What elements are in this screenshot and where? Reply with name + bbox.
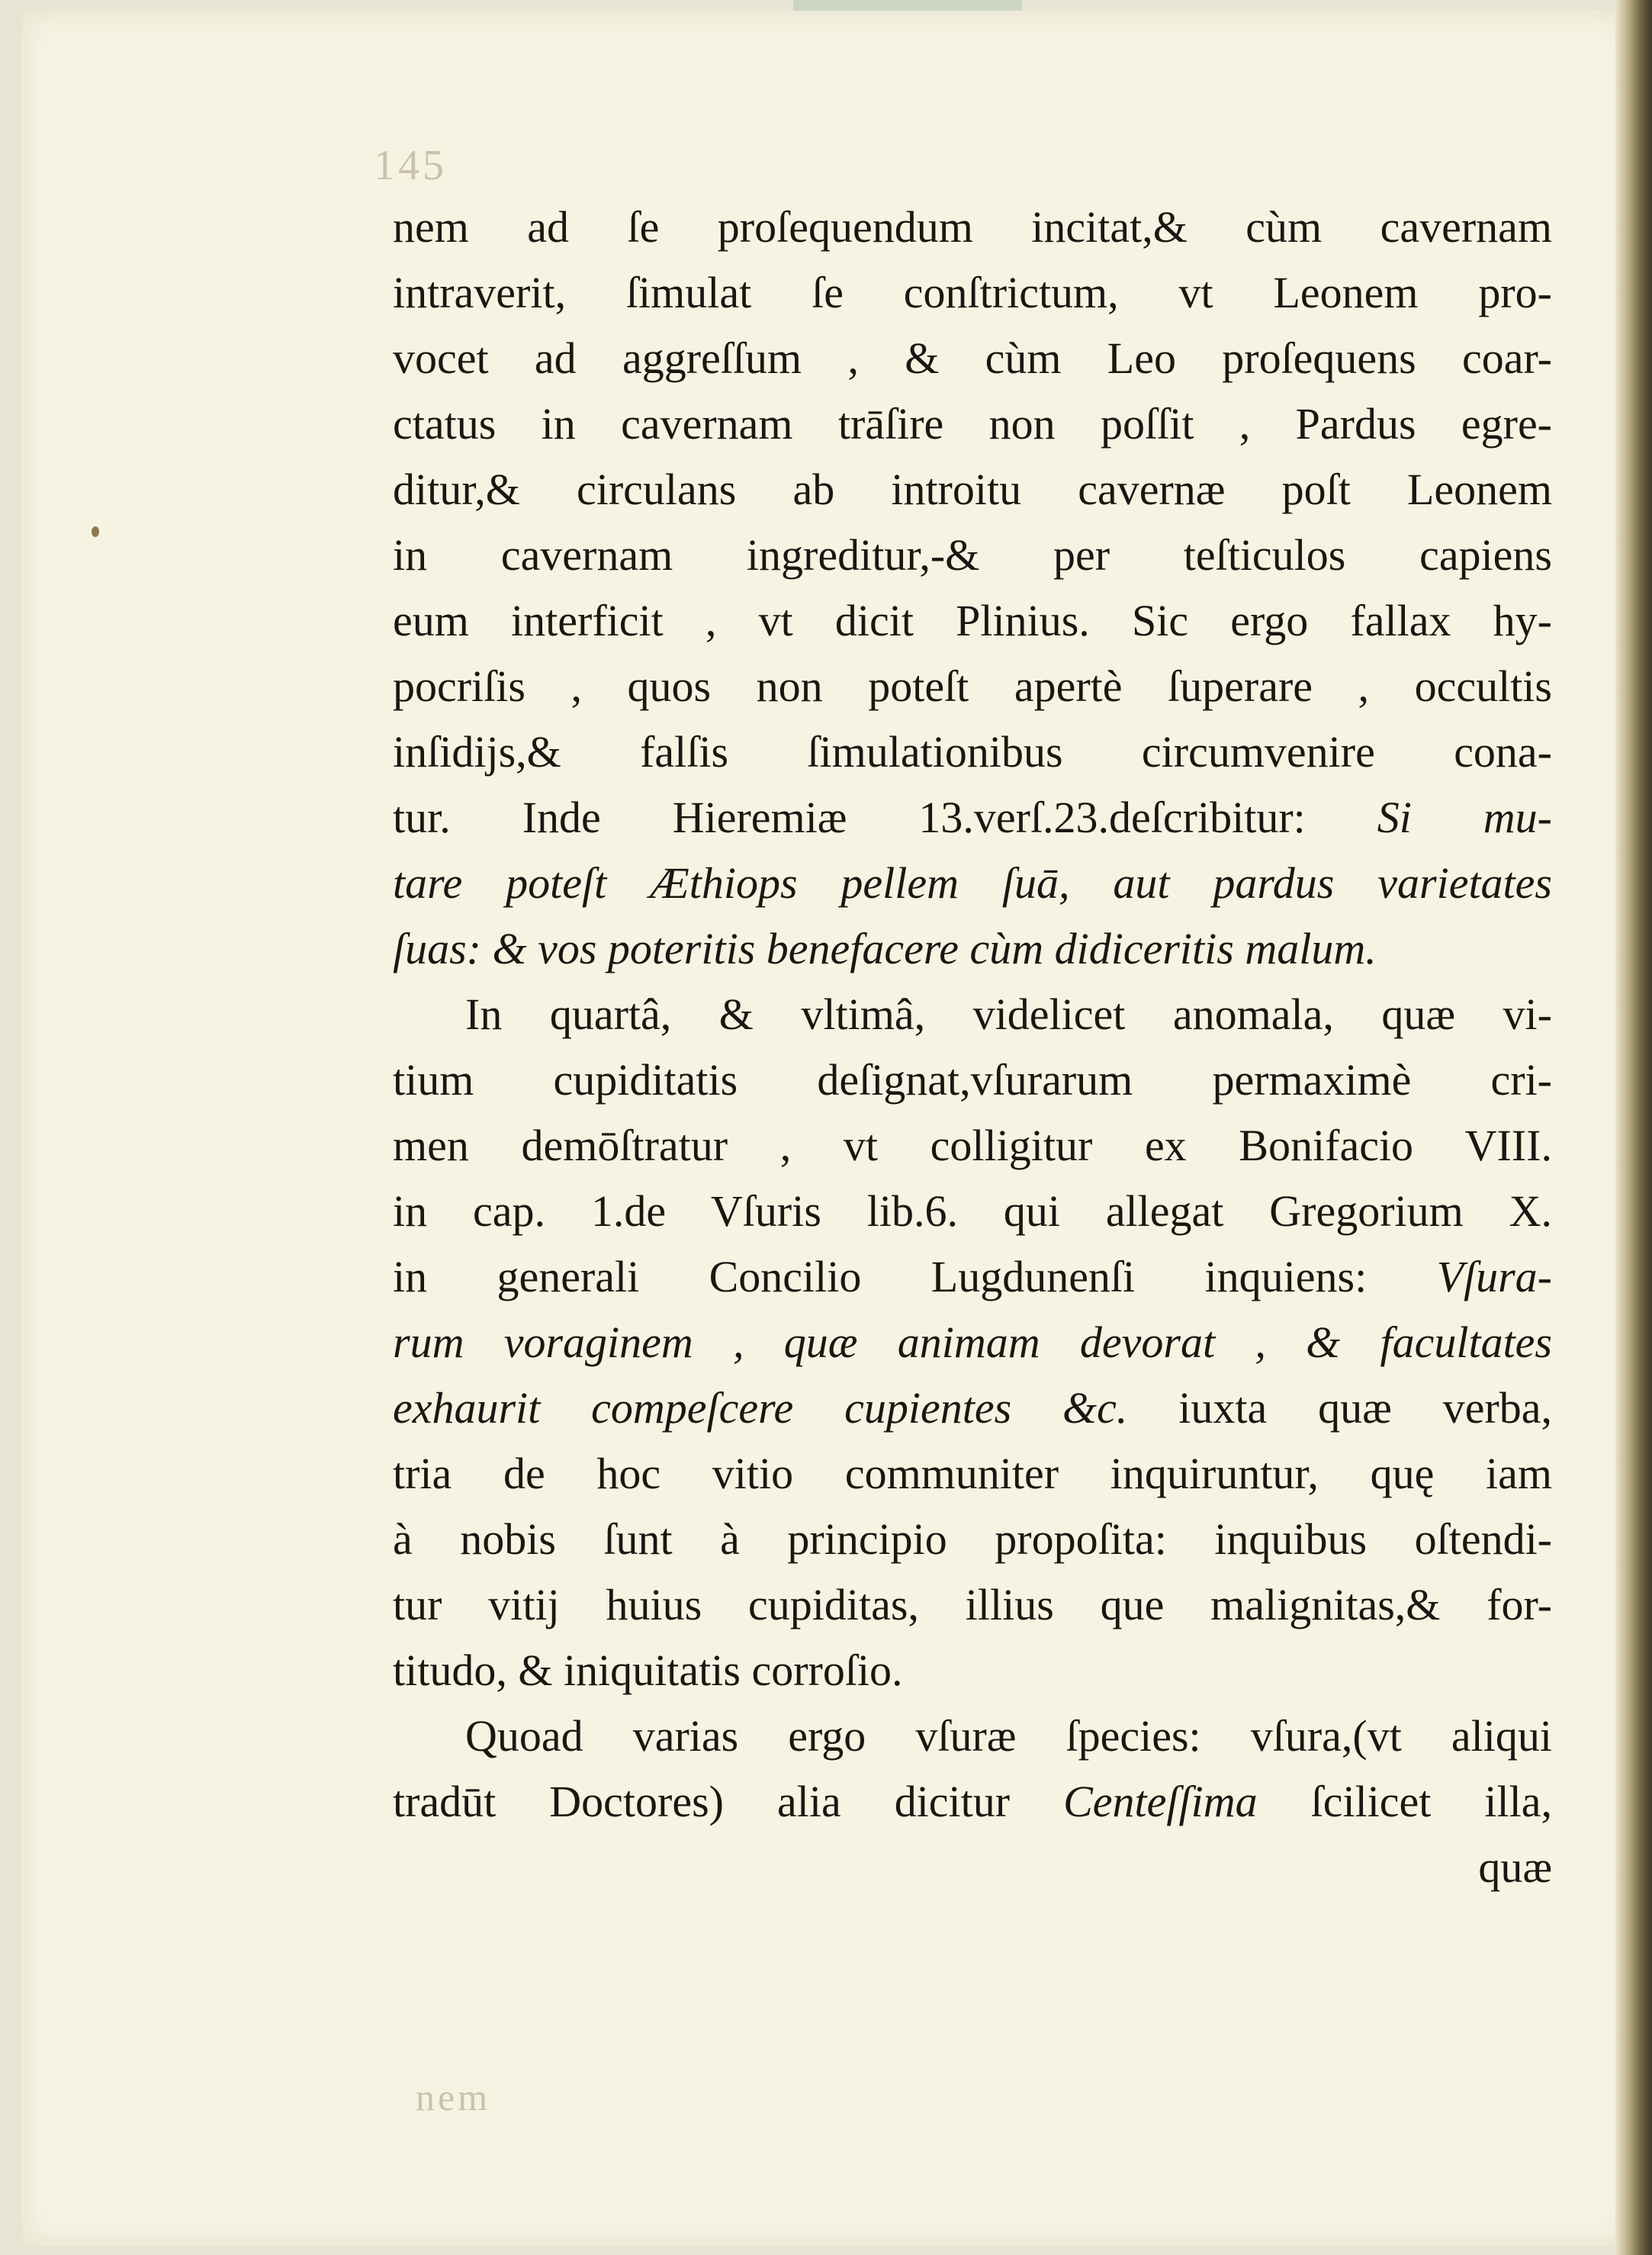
text-line: pocriſis , quos non poteſt apertè ſuperare , occultis xyxy=(393,661,1552,711)
text-line: à nobis ſunt à principio propoſita: inquibus oſtendi- xyxy=(393,1514,1552,1564)
text-line: tur vitij huius cupiditas, illius que malignitas,& for- xyxy=(393,1580,1552,1629)
italic-quote: Vſura- xyxy=(1436,1252,1552,1301)
paragraph-start-line: In quartâ, & vltimâ, videlicet anomala, quæ vi- xyxy=(465,989,1552,1039)
text-line: intraverit, ſimulat ſe conſtrictum, vt Leonem pro- xyxy=(393,268,1552,317)
ghost-page-number: 145 xyxy=(374,142,447,189)
text-line: tium cupiditatis deſignat,vſurarum permaximè cri- xyxy=(393,1055,1552,1105)
text-line: men demōſtratur , vt colligitur ex Bonifacio VIII. xyxy=(393,1121,1552,1170)
text-line: in cap. 1.de Vſuris lib.6. qui allegat Gregorium X. xyxy=(393,1186,1552,1236)
text-line: ctatus in cavernam trāſire non poſſit , Pardus egre- xyxy=(393,399,1552,449)
text-line: vocet ad aggreſſum , & cùm Leo proſequens coar- xyxy=(393,333,1552,383)
italic-quote: Si mu- xyxy=(1377,793,1552,842)
text-line: in cavernam ingreditur,-& per teſticulos capiens xyxy=(393,530,1552,580)
text-line: nem ad ſe proſequendum incitat,& cùm cavernam xyxy=(393,202,1552,252)
paragraph-start-line: Quoad varias ergo vſuræ ſpecies: vſura,(vt aliqui xyxy=(465,1711,1552,1761)
paper-speck xyxy=(92,526,99,537)
text-line: ditur,& circulans ab introitu cavernæ poſt Leonem xyxy=(393,465,1552,514)
ghost-bottom-word: nem xyxy=(416,2076,491,2118)
text-line: titudo, & iniquitatis corroſio. xyxy=(393,1645,903,1695)
text-line: in generali Concilio Lugdunenſi inquiens: Vſura- xyxy=(393,1252,1552,1301)
text-line: tria de hoc vitio communiter inquiruntur, quę iam xyxy=(393,1449,1552,1498)
text-line: tare poteſt Æthiops pellem ſuā, aut pardus varietates xyxy=(393,858,1552,908)
text-line: tradūt Doctores) alia dicitur Centeſſima ſcilicet illa, xyxy=(393,1777,1552,1826)
text-line: eum interficit , vt dicit Plinius. Sic ergo fallax hy- xyxy=(393,596,1552,645)
text-line: inſidijs,& falſis ſimulationibus circumvenire cona- xyxy=(393,727,1552,777)
text-line: ſuas: & vos poteritis benefacere cùm didiceritis malum. xyxy=(393,924,1377,973)
text-line: tur. Inde Hieremiæ 13.verſ.23.deſcribitur: Si mu- xyxy=(393,793,1552,842)
text-line: exhaurit compeſcere cupientes &c. iuxta quæ verba, xyxy=(393,1383,1552,1433)
body-text xyxy=(393,195,1552,1900)
italic-quote: exhaurit compeſcere cupientes &c. xyxy=(393,1383,1128,1433)
text-line: rum voraginem , quæ animam devorat , & facultates xyxy=(393,1317,1552,1367)
book-binding xyxy=(1615,0,1652,2255)
catchword: quæ xyxy=(1478,1842,1552,1892)
italic-term: Centeſſima xyxy=(1063,1777,1258,1826)
